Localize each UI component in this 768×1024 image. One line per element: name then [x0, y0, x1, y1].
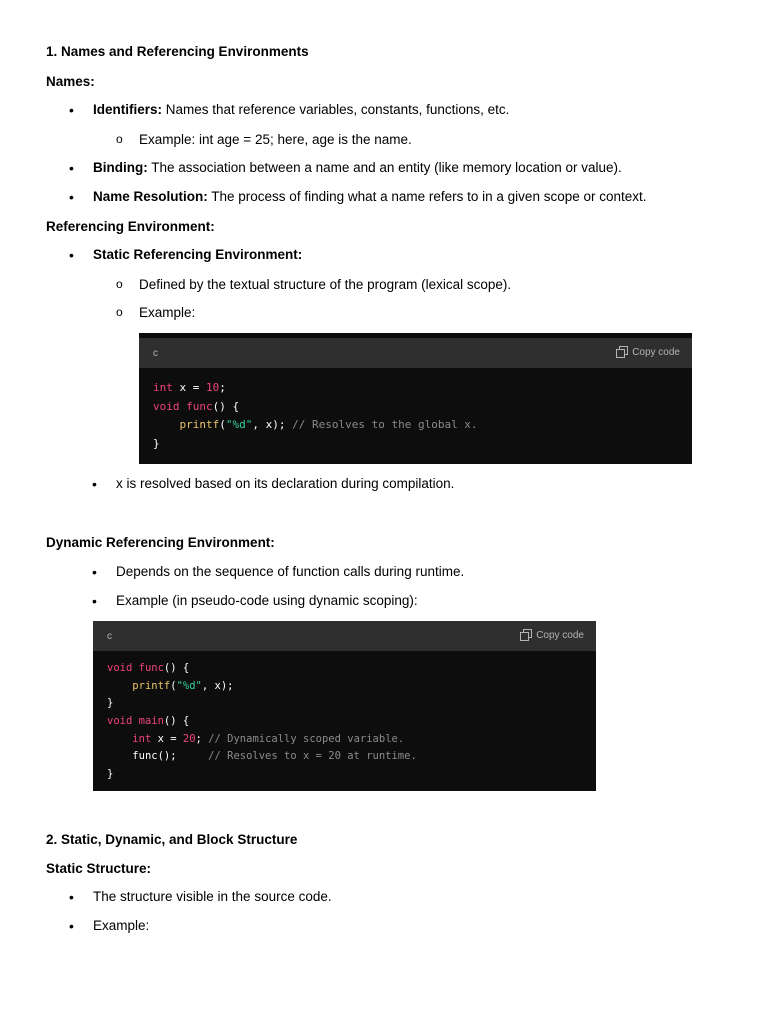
code-content [93, 651, 596, 784]
bullet-icon: • [92, 476, 97, 492]
copy-code-label: Copy code [536, 629, 584, 641]
code-line [107, 748, 582, 766]
code-token [153, 418, 180, 431]
code-token: void [107, 662, 133, 674]
name-resolution-term: Name Resolution: [93, 189, 208, 204]
section-heading-names: 1. Names and Referencing Environments [46, 44, 309, 59]
code-token: func(); [132, 750, 209, 763]
code-token: () { [163, 662, 190, 674]
copy-icon [520, 629, 532, 641]
code-token: ( [170, 679, 177, 692]
code-line: } [107, 768, 114, 781]
code-token: 10 [206, 381, 220, 394]
code-token: func [179, 399, 213, 413]
code-token: x = [151, 732, 183, 745]
code-token: int [132, 732, 152, 745]
bullet-icon: • [92, 593, 97, 609]
code-content [139, 368, 692, 453]
dynamic-depends-text: Depends on the sequence of function calls during runtime. [116, 564, 465, 579]
code-block-header [93, 621, 596, 651]
identifiers-term: Identifiers: [93, 102, 163, 117]
code-token [107, 680, 132, 692]
code-token: void [107, 715, 133, 728]
code-token: x = [172, 381, 206, 394]
copy-code-button[interactable] [616, 346, 680, 358]
code-token: printf [179, 418, 220, 431]
code-line [107, 678, 582, 696]
static-defined-text: Defined by the textual structure of the program (lexical scope). [139, 277, 512, 292]
code-token: main [132, 715, 164, 728]
code-block-static [139, 333, 692, 464]
code-token: void [153, 399, 180, 413]
code-token: int [153, 381, 173, 394]
code-token: () { [163, 715, 190, 728]
circle-bullet-icon: o [116, 305, 123, 319]
code-line [107, 731, 582, 749]
static-structure-heading: Static Structure: [46, 861, 152, 876]
static-ref-env-item: Static Referencing Environment: [93, 247, 303, 262]
section-heading-structure: 2. Static, Dynamic, and Block Structure [46, 832, 298, 847]
binding-term: Binding: [93, 160, 148, 175]
code-line [153, 379, 678, 398]
referencing-environment-heading: Referencing Environment: [46, 219, 215, 234]
static-visible-text: The structure visible in the source code. [93, 889, 332, 904]
bullet-icon: • [69, 102, 74, 118]
code-line: } [153, 436, 160, 450]
code-block-dynamic [93, 621, 596, 791]
identifiers-text: Names that reference variables, constants, functions, etc. [162, 102, 510, 117]
copy-code-button[interactable] [520, 629, 584, 641]
code-line [153, 398, 678, 417]
code-language-label: c [107, 631, 112, 642]
code-token: , x); [252, 418, 293, 431]
bullet-icon: • [69, 160, 74, 176]
code-line [107, 713, 582, 731]
code-line [107, 660, 582, 678]
code-token: () { [212, 399, 240, 413]
names-heading: Names: [46, 74, 95, 89]
code-token: printf [132, 679, 171, 692]
binding-text: The association between a name and an entity (like memory location or value). [147, 160, 622, 175]
circle-bullet-icon: o [116, 132, 123, 146]
bullet-icon: • [69, 889, 74, 905]
name-resolution-item [93, 189, 647, 204]
copy-icon [616, 346, 628, 358]
bullet-icon: • [92, 564, 97, 580]
copy-code-label: Copy code [632, 346, 680, 358]
code-token: 20 [182, 732, 196, 745]
bullet-icon: • [69, 247, 74, 263]
code-token: , x); [201, 679, 234, 692]
bullet-icon: • [69, 189, 74, 205]
code-token: func [132, 662, 164, 674]
static-example-label: Example: [139, 305, 196, 320]
code-token [107, 750, 132, 762]
bullet-icon: • [69, 918, 74, 934]
binding-item [93, 160, 622, 175]
circle-bullet-icon: o [116, 277, 123, 291]
code-language-label: c [153, 348, 158, 359]
code-token: ; [219, 381, 226, 394]
code-token: // Resolves to x = 20 at runtime. [208, 750, 417, 763]
code-token: // Resolves to the global x. [292, 418, 478, 431]
dynamic-example-text: Example (in pseudo-code using dynamic scoping): [116, 593, 418, 608]
code-token: "%d" [225, 418, 253, 431]
identifiers-item [93, 102, 509, 117]
name-resolution-text: The process of finding what a name refers to in a given scope or context. [207, 189, 647, 204]
code-line: } [107, 697, 114, 710]
static-example-text: Example: [93, 918, 150, 933]
static-resolved-text: x is resolved based on its declaration during compilation. [116, 476, 455, 491]
code-line [153, 416, 678, 435]
code-token [107, 733, 132, 745]
code-token: "%d" [176, 679, 202, 692]
code-token: // Dynamically scoped variable. [208, 732, 405, 745]
identifiers-example: Example: int age = 25; here, age is the name. [139, 132, 412, 147]
code-block-header [139, 338, 692, 368]
code-token: ( [219, 418, 226, 431]
dynamic-referencing-heading: Dynamic Referencing Environment: [46, 535, 275, 550]
code-token: ; [195, 732, 209, 745]
